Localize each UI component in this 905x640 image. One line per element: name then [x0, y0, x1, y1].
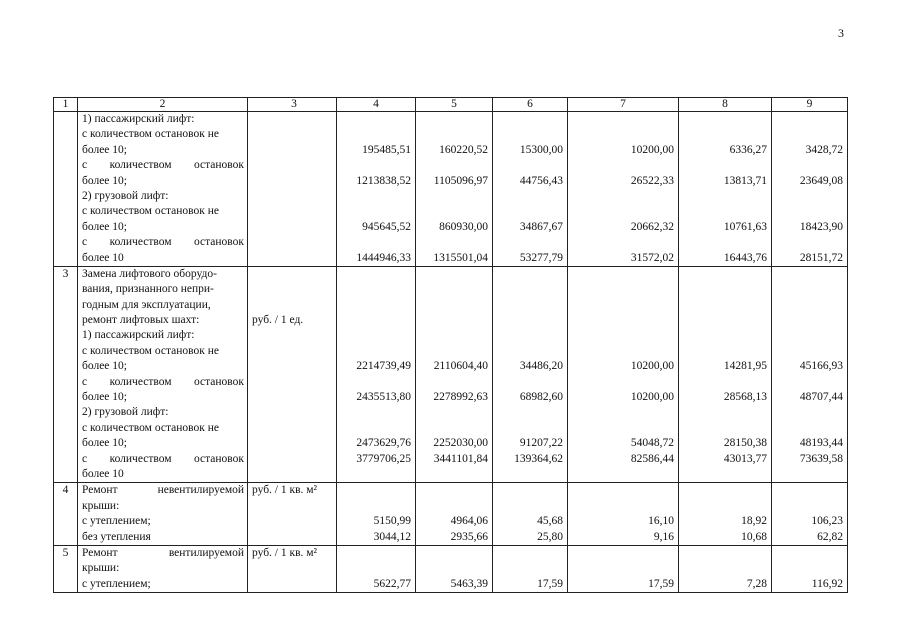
value-cell-col-5 [416, 112, 493, 267]
value-line: 16,10 [648, 515, 674, 528]
value-line [337, 127, 411, 142]
value-cell-col-9 [772, 112, 848, 267]
value-line: 23649,08 [799, 174, 843, 187]
value-line [568, 112, 674, 127]
value-cell-col-7 [568, 545, 679, 592]
value-line: 5622,77 [373, 577, 411, 590]
value-line [772, 204, 843, 219]
value-line: 5150,99 [373, 515, 411, 528]
value-line [416, 204, 488, 219]
value-line [772, 235, 843, 250]
value-line [568, 189, 674, 204]
value-line [337, 344, 411, 359]
value-line: 15300,00 [519, 143, 563, 156]
description-line: 2) грузовой лифт: [82, 189, 169, 202]
description-line: без утепления [82, 530, 151, 543]
value-cell-col-7 [568, 483, 679, 546]
description-word: количеством [109, 159, 172, 172]
description-line: с количеством остановок не [82, 421, 219, 434]
value-line [416, 328, 488, 343]
value-line [416, 112, 488, 127]
value-line: 160220,52 [439, 143, 488, 156]
table-row [54, 545, 848, 592]
value-line [337, 467, 411, 482]
description-line: вания, признанного непри- [82, 283, 214, 296]
value-cell-col-8 [679, 545, 772, 592]
value-line: 43013,77 [723, 452, 767, 465]
description-line: ремонт лифтовых шахт: [82, 314, 200, 327]
value-line: 1444946,33 [356, 251, 411, 264]
value-line [772, 282, 843, 297]
value-cell-col-7 [568, 266, 679, 482]
description-line: 2) грузовой лифт: [82, 406, 169, 419]
value-line [568, 267, 674, 282]
value-line [337, 328, 411, 343]
value-line: 139364,62 [514, 452, 563, 465]
value-line: 10200,00 [630, 360, 674, 373]
value-line: 20662,32 [630, 220, 674, 233]
value-line [337, 267, 411, 282]
description-line: Замена лифтового оборудо- [82, 267, 217, 280]
value-line: 945645,52 [362, 220, 411, 233]
description-line: более 10 [82, 467, 124, 480]
value-line [679, 344, 767, 359]
value-line [679, 405, 767, 420]
unit-label: руб. / 1 кв. м² [252, 484, 317, 497]
unit-label: руб. / 1 ед. [252, 314, 304, 327]
value-line: 10,68 [741, 530, 767, 543]
value-line [337, 235, 411, 250]
value-line [679, 328, 767, 343]
value-line [568, 405, 674, 420]
value-line: 106,23 [811, 515, 843, 528]
value-line [568, 375, 674, 390]
header-cell: 7 [568, 98, 679, 112]
value-line [679, 189, 767, 204]
value-line [493, 499, 563, 514]
value-line [679, 561, 767, 576]
value-line: 4964,06 [450, 515, 488, 528]
value-line [416, 467, 488, 482]
value-line: 2473629,76 [356, 437, 411, 450]
header-cell: 6 [493, 98, 568, 112]
value-line: 3441101,84 [433, 452, 488, 465]
value-cell-col-4 [337, 266, 416, 482]
value-line [772, 499, 843, 514]
value-line [679, 298, 767, 313]
value-cell-col-6 [493, 112, 568, 267]
value-line: 2435513,80 [356, 391, 411, 404]
description-line: более 10; [82, 360, 127, 373]
value-line [337, 483, 411, 498]
value-line: 3044,12 [373, 530, 411, 543]
value-line [416, 344, 488, 359]
value-line [416, 483, 488, 498]
description-line: 1) пассажирский лифт: [82, 329, 195, 342]
value-line [493, 204, 563, 219]
value-line [416, 546, 488, 561]
value-cell-col-7 [568, 112, 679, 267]
description-word: с [82, 159, 88, 172]
value-line [416, 313, 488, 328]
value-line [568, 467, 674, 482]
value-line: 10761,63 [723, 220, 767, 233]
description-line: с количеством остановок не [82, 205, 219, 218]
value-line [679, 313, 767, 328]
value-line: 13813,71 [723, 174, 767, 187]
page-number: 3 [838, 26, 844, 40]
value-line: 5463,39 [450, 577, 488, 590]
description-line: с количеством остановок не [82, 128, 219, 141]
description-line: 1) пассажирский лифт: [82, 113, 195, 125]
description-word: остановок [193, 452, 244, 465]
value-line: 2214739,49 [356, 360, 411, 373]
description-word: остановок [193, 236, 244, 249]
value-line: 34867,67 [519, 220, 563, 233]
value-line [679, 467, 767, 482]
description-word: вентилируемой [168, 546, 244, 559]
value-cell-col-6 [493, 266, 568, 482]
header-cell: 8 [679, 98, 772, 112]
value-line [568, 282, 674, 297]
value-line [337, 561, 411, 576]
value-line: 10200,00 [630, 391, 674, 404]
value-line [337, 313, 411, 328]
value-line [772, 158, 843, 173]
value-line: 53277,79 [519, 251, 563, 264]
value-line [493, 467, 563, 482]
row-number-cell: 3 [54, 266, 78, 482]
value-line: 195485,51 [362, 143, 411, 156]
work-description-cell [78, 483, 248, 546]
value-line [337, 112, 411, 127]
value-cell-col-9 [772, 483, 848, 546]
header-cell: 4 [337, 98, 416, 112]
value-cell-col-8 [679, 112, 772, 267]
description-line: с утеплением; [82, 577, 151, 590]
value-line: 62,82 [817, 530, 843, 543]
value-line [337, 375, 411, 390]
value-line [568, 546, 674, 561]
description-word: Ремонт [82, 546, 118, 559]
value-line: 16443,76 [723, 251, 767, 264]
value-line [493, 344, 563, 359]
value-cell-col-5 [416, 483, 493, 546]
value-line [337, 204, 411, 219]
description-line: крыши: [82, 562, 120, 575]
value-line [679, 204, 767, 219]
value-line [493, 421, 563, 436]
value-line [679, 546, 767, 561]
description-line: более 10; [82, 143, 127, 156]
value-line [679, 235, 767, 250]
value-line: 6336,27 [729, 143, 767, 156]
description-line: с количеством остановок не [82, 344, 219, 357]
value-line [772, 189, 843, 204]
header-cell: 2 [78, 98, 248, 112]
value-line: 2935,66 [450, 530, 488, 543]
description-line: с утеплением; [82, 515, 151, 528]
value-line [772, 127, 843, 142]
value-line [772, 344, 843, 359]
description-line: более 10 [82, 251, 124, 264]
description-word: количеством [109, 375, 172, 388]
description-line [82, 452, 244, 467]
value-line [568, 344, 674, 359]
value-line [568, 235, 674, 250]
value-line [493, 112, 563, 127]
rates-table [53, 97, 848, 593]
unit-cell [248, 483, 337, 546]
value-line [772, 112, 843, 127]
value-line [679, 499, 767, 514]
value-cell-col-4 [337, 545, 416, 592]
value-line [679, 158, 767, 173]
value-line: 3779706,25 [356, 452, 411, 465]
value-line: 860930,00 [439, 220, 488, 233]
value-line [679, 282, 767, 297]
value-line [337, 298, 411, 313]
value-line: 7,28 [746, 577, 767, 590]
value-line: 25,80 [537, 530, 563, 543]
description-line: более 10; [82, 220, 127, 233]
description-line: крыши: [82, 499, 120, 512]
description-word: количеством [109, 236, 172, 249]
header-cell: 9 [772, 98, 848, 112]
value-line: 18423,90 [799, 220, 843, 233]
column-number-header-row [54, 98, 848, 112]
value-line: 45,68 [537, 515, 563, 528]
value-cell-col-5 [416, 266, 493, 482]
value-line [493, 561, 563, 576]
value-line [493, 127, 563, 142]
value-line [568, 158, 674, 173]
value-line: 44756,43 [519, 174, 563, 187]
value-line [337, 499, 411, 514]
value-line [337, 158, 411, 173]
value-line [772, 267, 843, 282]
row-number-cell: 5 [54, 545, 78, 592]
value-line [337, 405, 411, 420]
unit-cell [248, 112, 337, 267]
value-line [493, 189, 563, 204]
value-line [416, 189, 488, 204]
header-cell: 5 [416, 98, 493, 112]
value-line [337, 282, 411, 297]
description-word: Ремонт [82, 484, 118, 497]
value-line [493, 546, 563, 561]
value-line [416, 298, 488, 313]
table-row [54, 112, 848, 267]
value-cell-col-4 [337, 483, 416, 546]
value-line [493, 313, 563, 328]
value-line [568, 483, 674, 498]
value-line: 91207,22 [519, 437, 563, 450]
value-line [337, 546, 411, 561]
unit-label [252, 267, 336, 282]
description-word: с [82, 236, 88, 249]
value-line [772, 328, 843, 343]
value-line [568, 298, 674, 313]
unit-label: руб. / 1 кв. м² [252, 546, 317, 559]
value-line [772, 561, 843, 576]
table-row [54, 266, 848, 482]
value-line [772, 467, 843, 482]
unit-label [252, 298, 336, 313]
description-word: остановок [193, 159, 244, 172]
description-line: годным для эксплуатации, [82, 298, 211, 311]
value-line [493, 483, 563, 498]
value-line: 18,92 [741, 515, 767, 528]
value-line [679, 267, 767, 282]
value-line: 1213838,52 [356, 174, 411, 187]
value-line: 14281,95 [723, 360, 767, 373]
work-description-cell [78, 266, 248, 482]
value-line [416, 127, 488, 142]
description-word: остановок [193, 375, 244, 388]
value-cell-col-9 [772, 545, 848, 592]
description-line: более 10; [82, 174, 127, 187]
value-line: 2278992,63 [433, 391, 488, 404]
description-line: более 10; [82, 391, 127, 404]
value-line [679, 127, 767, 142]
value-line: 3428,72 [805, 143, 843, 156]
value-line [416, 405, 488, 420]
value-line: 34486,20 [519, 360, 563, 373]
value-line: 73639,58 [799, 452, 843, 465]
value-line [679, 375, 767, 390]
value-line [679, 421, 767, 436]
header-cell: 3 [248, 98, 337, 112]
value-line: 116,92 [811, 577, 843, 590]
value-line: 48193,44 [799, 437, 843, 450]
value-line [493, 405, 563, 420]
value-line: 28150,38 [723, 437, 767, 450]
value-line [772, 421, 843, 436]
value-line [772, 405, 843, 420]
value-line [337, 189, 411, 204]
value-line: 54048,72 [630, 437, 674, 450]
row-number-cell [54, 112, 78, 267]
value-line [568, 204, 674, 219]
value-line [772, 298, 843, 313]
value-line: 10200,00 [630, 143, 674, 156]
value-cell-col-8 [679, 266, 772, 482]
value-line [568, 421, 674, 436]
description-word: невентилируемой [157, 484, 244, 497]
value-line: 82586,44 [630, 452, 674, 465]
value-line [568, 328, 674, 343]
value-line: 17,59 [537, 577, 563, 590]
value-line [772, 313, 843, 328]
value-line [772, 375, 843, 390]
table-row [54, 483, 848, 546]
unit-cell [248, 545, 337, 592]
value-line [772, 546, 843, 561]
description-word: с [82, 375, 88, 388]
value-line [493, 298, 563, 313]
value-line: 31572,02 [630, 251, 674, 264]
description-word: с [82, 452, 88, 465]
value-line: 2252030,00 [433, 437, 488, 450]
value-line [493, 235, 563, 250]
description-line [82, 235, 244, 250]
value-line [493, 267, 563, 282]
value-line [493, 375, 563, 390]
description-word: количеством [109, 452, 172, 465]
value-line [493, 158, 563, 173]
value-line [416, 499, 488, 514]
unit-cell [248, 266, 337, 482]
value-line [416, 158, 488, 173]
value-line: 2110604,40 [433, 360, 488, 373]
description-line [82, 375, 244, 390]
value-line [772, 483, 843, 498]
value-line [568, 313, 674, 328]
value-line: 1105096,97 [433, 174, 488, 187]
value-line: 28151,72 [799, 251, 843, 264]
value-line [337, 421, 411, 436]
value-line [416, 561, 488, 576]
value-cell-col-6 [493, 545, 568, 592]
value-cell-col-9 [772, 266, 848, 482]
value-cell-col-6 [493, 483, 568, 546]
value-line [679, 483, 767, 498]
value-line [416, 421, 488, 436]
value-line: 17,59 [648, 577, 674, 590]
value-line: 28568,13 [723, 391, 767, 404]
row-number-cell: 4 [54, 483, 78, 546]
description-line [82, 483, 244, 498]
value-cell-col-5 [416, 545, 493, 592]
value-line [568, 499, 674, 514]
work-description-cell [78, 545, 248, 592]
value-line: 45166,93 [799, 360, 843, 373]
value-line: 48707,44 [799, 391, 843, 404]
value-line: 26522,33 [630, 174, 674, 187]
value-line: 9,16 [653, 530, 674, 543]
value-line [416, 235, 488, 250]
value-line [568, 561, 674, 576]
description-line [82, 158, 244, 173]
unit-label [252, 282, 336, 297]
value-cell-col-8 [679, 483, 772, 546]
value-line [679, 112, 767, 127]
description-line: более 10; [82, 437, 127, 450]
value-line [568, 127, 674, 142]
value-line [493, 328, 563, 343]
value-line [416, 282, 488, 297]
value-line [416, 375, 488, 390]
value-line [416, 267, 488, 282]
value-line [493, 282, 563, 297]
work-description-cell [78, 112, 248, 267]
value-line: 1315501,04 [433, 251, 488, 264]
header-cell: 1 [54, 98, 78, 112]
description-line [82, 546, 244, 561]
value-line: 68982,60 [519, 391, 563, 404]
value-cell-col-4 [337, 112, 416, 267]
